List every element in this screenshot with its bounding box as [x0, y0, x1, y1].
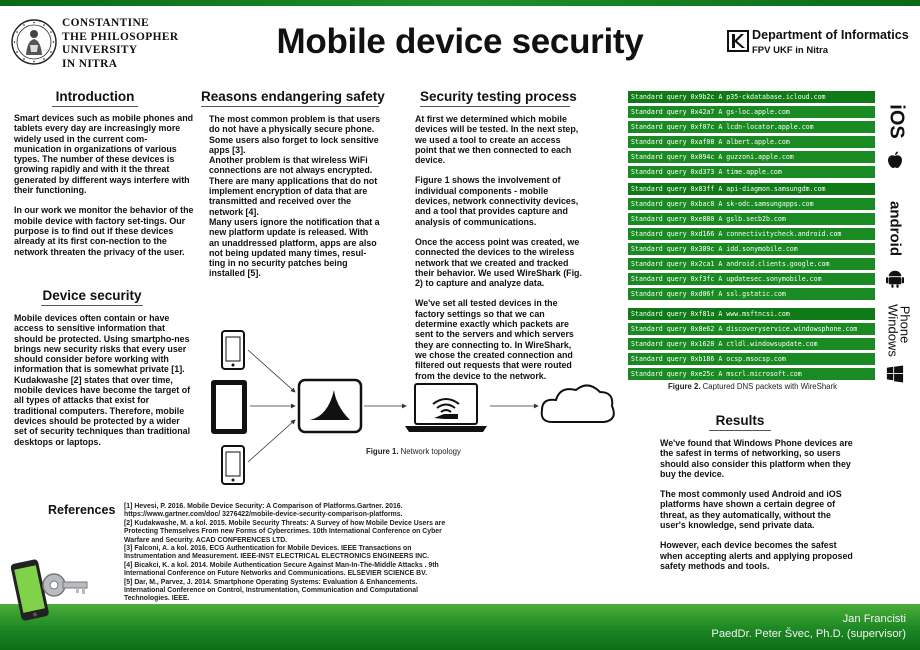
device-security-text [14, 313, 194, 447]
apple-icon [885, 150, 905, 170]
device-security-heading: Device security [41, 288, 143, 306]
references-heading: References [48, 503, 116, 517]
paragraph: The most common problem is that users do not have a physically secure phone. Some users also forget to lock sensitive apps [3]. [209, 114, 381, 155]
dns-row: Standard query 0x42a7 A gs-loc.apple.com [628, 106, 875, 118]
introduction-heading: Introduction [52, 89, 138, 107]
university-line: IN NITRA [62, 57, 118, 70]
reference-item: [1] Hevesi, P. 2016. Mobile Device Security: A Comparison of Platforms.Gartner. 2016. https://www.gartner.com/doc/ 3276422/mobile-device-security-comparison-platforms. [124, 503, 403, 519]
faculty-name: FPV UKF in Nitra [752, 45, 829, 56]
results-text [660, 438, 858, 571]
figure1-caption [366, 447, 461, 456]
reasons-heading: Reasons endangering safety [201, 89, 379, 107]
university-seal-icon [11, 19, 57, 65]
dns-list-android [628, 183, 875, 303]
university-line: THE PHILOSOPHER [62, 30, 179, 43]
dns-list-ios [628, 91, 875, 181]
android-robot-icon [886, 268, 904, 288]
windows-label: Windows [885, 304, 901, 357]
dns-row: Standard query 0x8e62 A discoveryservice.windowsphone.com [628, 323, 875, 335]
paragraph: Figure 1 shows the involvement of individual components - mobile devices, network connectivity devices, and a tool that provides capture and analysis of communications. [415, 175, 579, 227]
phone-label: Phone [897, 305, 913, 344]
figure2-label: Figure 2. [668, 382, 701, 391]
ios-label: iOS [885, 104, 908, 139]
dns-row: Standard query 0xf81a A www.msftncsi.com [628, 308, 875, 320]
dns-list-windows [628, 308, 875, 383]
supervisor-name: PaedDr. Peter Švec, Ph.D. (supervisor) [711, 628, 906, 640]
reasons-text [209, 114, 381, 279]
key-icon [43, 574, 87, 596]
paragraph: We've set all tested devices in the factory settings so that we can determine exactly which packets are sent to the servers and which servers they are connecting to. In WireShark, we chose the created connection and filtered out requests that were routed from the device to the network. [415, 298, 574, 381]
network-topology-diagram [200, 322, 620, 492]
windows-phone-logo [880, 305, 914, 385]
references-list [124, 503, 454, 604]
author-block [711, 612, 906, 642]
paragraph: Mobile devices often contain or have access to sensitive information that should be protected. Using smartpho-nes brings new security risks that every user should consider before working with information that is somewhat private [1]. [14, 313, 190, 375]
results-heading: Results [709, 413, 771, 431]
dns-row: Standard query 0xd06f A ssl.gstatic.com [628, 288, 875, 300]
paragraph: Another problem is that wireless WiFi connections are not always encrypted. There are many applications that do not implement encryption of data that are transmitted and received over the network [4]. [209, 155, 378, 217]
dns-row: Standard query 0x2ca1 A android.clients.google.com [628, 258, 875, 270]
paragraph: However, each device becomes the safest when accepting alerts and applying proposed safety methods and tools. [660, 540, 853, 571]
dns-row: Standard query 0xd373 A time.apple.com [628, 166, 875, 178]
wireshark-router-icon [299, 380, 361, 432]
cloud-icon [542, 385, 614, 422]
laptop-icon [405, 384, 487, 432]
dns-row: Standard query 0xd166 A connectivitycheck.android.com [628, 228, 875, 240]
poster-title: Mobile device security [276, 22, 644, 61]
dns-row: Standard query 0xaf08 A albert.apple.com [628, 136, 875, 148]
top-accent-bar [0, 0, 920, 6]
university-line: UNIVERSITY [62, 44, 138, 56]
dns-row: Standard query 0xb186 A ocsp.msocsp.com [628, 353, 875, 365]
reference-item: [4] Bicakci, K. a kol. 2014. Mobile Authentication Secure Against Man-In-The-Middle Attacks . 9th International Conference on Future Networks and Communications. ELSEVIER SCIENCE BV. [124, 561, 439, 578]
university-line: CONSTANTINE [62, 17, 150, 29]
reference-item: [3] Falconi, A. a kol. 2016. ECG Authentication for Mobile Devices. IEEE Transactions on Instrumentation and Measurement. IEEE-INST ELECTRICAL ELECTRONICS ENGINEERS INC. [124, 545, 430, 561]
department-block [752, 28, 909, 58]
dns-row: Standard query 0x1628 A ctldl.windowsupdate.com [628, 338, 875, 350]
android-label: android [886, 201, 904, 256]
paragraph: Many users ignore the notification that a new platform update is released. With an unaddressed platform, apps are also not being updated many times, resul-ting in no security patches being installed [5]. [209, 216, 380, 279]
university-name [62, 17, 178, 71]
smartphone-icon [222, 446, 244, 484]
testing-heading: Security testing process [420, 89, 570, 107]
paragraph: In our work we monitor the behavior of the mobile device with factory set-tings. Our purpose is to find out if these devices already at its first con-nection to the network threaten the privacy of the user. [14, 205, 194, 257]
paragraph: At first we determined which mobile devices will be tested. In the next step, we used a tool to create an access point that we then connected to each device. [415, 114, 579, 166]
dns-row: Standard query 0xf3fc A updatesec.sonymobile.com [628, 273, 875, 285]
dns-row: Standard query 0xbac8 A sk-odc.samsungapps.com [628, 198, 875, 210]
dns-row: Standard query 0x9b2c A p35-ckdatabase.icloud.com [628, 91, 875, 103]
dns-row: Standard query 0x389c A idd.sonymobile.com [628, 243, 875, 255]
dns-row: Standard query 0xe880 A gslb.secb2b.com [628, 213, 875, 225]
android-logo [880, 190, 910, 300]
introduction-text [14, 113, 194, 257]
dns-row: Standard query 0xe25c A mscrl.microsoft.com [628, 368, 875, 380]
reference-item: [2] Kudakwashe, M. a kol. 2015. Mobile Security Threats: A Survey of how Mobile Device Users are Protecting Themselves From new Forms of Cybercrimes. 10th International Conference on Cyber Warfare and Security. ACAD CONFERENCES LTD. [124, 519, 446, 544]
ios-logo [880, 92, 910, 172]
department-logo-icon [727, 30, 749, 52]
phone-with-key-illustration [8, 553, 90, 623]
dns-row: Standard query 0xf07c A lcdn-locator.apple.com [628, 121, 875, 133]
paragraph: We've found that Windows Phone devices are the safest in terms of networking, so users should also consider this platform when they buy the device. [660, 438, 853, 479]
paragraph: Smart devices such as mobile phones and tablets every day are increasingly more widely used in the current com-munication in organizations of various types. The number of these devices is growing rapidly and with it the threat generated by different ways interfere with their functioning. [14, 113, 194, 196]
figure2-caption [668, 382, 837, 391]
dns-row: Standard query 0x83ff A api-diagmon.samsungdm.com [628, 183, 875, 195]
reference-item: [5] Dar, M., Parvez, J. 2014. Smartphone Operating Systems: Evaluation & Enhancements. International Conference on Control, Instrumentation, Communication and Computational Technologies. IEEE. [124, 578, 419, 603]
dns-row: Standard query 0x094c A guzzoni.apple.com [628, 151, 875, 163]
paragraph: Once the access point was created, we connected the devices to the wireless network that we created and tracked their behavior. We used WireShark (Fig. 2) to capture and analyze data. [415, 236, 582, 289]
figure2-text: Captured DNS packets with WireShark [702, 382, 838, 391]
department-name: Department of Informatics [752, 28, 909, 42]
paragraph: Kudakwashe [2] states that over time, mobile devices have become the target of all types of attacks that exist for traditional computers. Therefore, mobile devices should be protected by a wider set of security techniques than traditional desktops or laptops. [14, 374, 191, 447]
figure1-label: Figure 1. [366, 447, 399, 456]
paragraph: The most commonly used Android and iOS platforms have shown a certain degree of threat, as they automatically, without the user's knowledge, send private data. [660, 489, 842, 531]
windows-icon [886, 365, 904, 383]
tablet-icon [211, 380, 247, 434]
author-name: Jan Francisti [842, 613, 906, 625]
smartphone-icon [222, 331, 244, 369]
figure1-text: Network topology [400, 447, 461, 456]
